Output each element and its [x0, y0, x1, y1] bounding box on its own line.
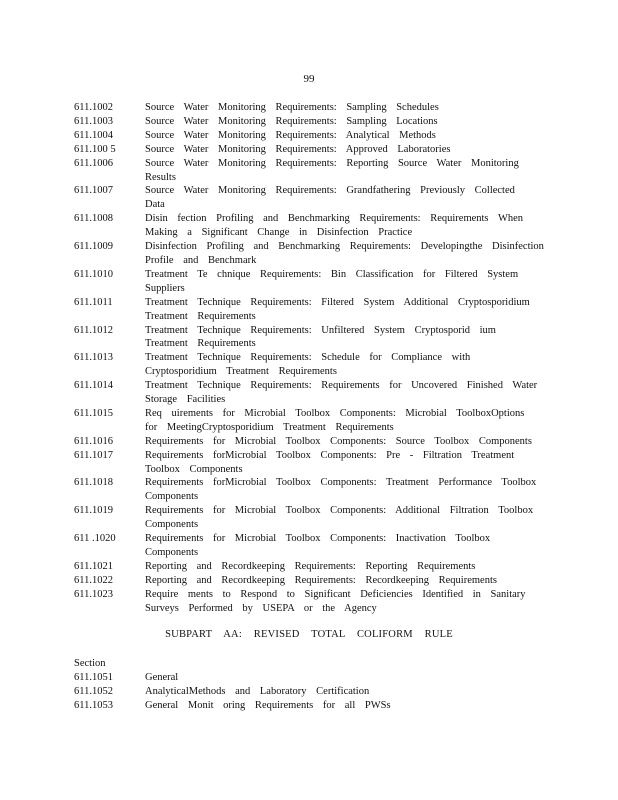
section-number: 611.1003: [74, 115, 113, 127]
section-number: 611.1014: [74, 380, 113, 392]
toc-entry: [74, 157, 544, 185]
section-label: Section: [74, 658, 106, 669]
section-title: Source Water Monitoring Requirements: Sampling Locations: [145, 115, 438, 127]
section-title: Disin fection Profiling and Benchmarking Requirements: Requirements When Making a Significant Change in Disinfection Practice: [145, 213, 524, 239]
section-title: Requirements forMicrobial Toolbox Components: Pre - Filtration Treatment Toolbox Components: [145, 449, 515, 475]
toc-entry: [74, 574, 544, 588]
section-title: Requirements for Microbial Toolbox Components: Additional Filtration Toolbox Components: [145, 505, 534, 531]
toc-entry: [74, 268, 544, 296]
toc-entry: [74, 115, 544, 129]
section-title: Treatment Technique Requirements: Schedule for Compliance with Cryptosporidium Treatment Requirements: [145, 352, 471, 378]
section-number: 611.1016: [74, 435, 113, 447]
section-number: 611.1004: [74, 129, 113, 141]
section-number: 611.1022: [74, 574, 113, 586]
page-number: 99: [303, 73, 315, 85]
section-number: 611.1011: [74, 296, 113, 308]
section-number: 611.1009: [74, 241, 113, 253]
toc-entry: [74, 184, 544, 212]
section-number: 611.1019: [74, 505, 113, 517]
toc-entry: [74, 240, 544, 268]
section-title: Treatment Technique Requirements: Requirements for Uncovered Finished Water Storage Facilities: [145, 380, 538, 406]
section-number: 611.1052: [74, 685, 113, 697]
section-title: Reporting and Recordkeeping Requirements: Recordkeeping Requirements: [145, 574, 497, 586]
toc-entry: [74, 212, 544, 240]
section-title: Reporting and Recordkeeping Requirements: Reporting Requirements: [145, 560, 476, 572]
section-title: General Monit oring Requirements for all PWSs: [145, 699, 391, 711]
toc-entry: [74, 351, 544, 379]
section-number: 611.1015: [74, 407, 113, 419]
toc-entry: [74, 101, 544, 115]
section-number: 611.1007: [74, 185, 113, 197]
section-title: Disinfection Profiling and Benchmarking Requirements: Developingthe Disinfection Profile and Benchmark: [145, 241, 544, 266]
toc-entry: [74, 699, 544, 713]
section-number: 611.1006: [74, 157, 113, 169]
toc-entry: [74, 407, 544, 435]
toc-entry: [74, 379, 544, 407]
toc-entry: [74, 671, 544, 685]
section-title: Source Water Monitoring Requirements: Reporting Source Water Monitoring Results: [145, 157, 519, 183]
section-number: 611.1010: [74, 268, 113, 280]
toc-entry: [74, 296, 544, 324]
section-number: 611.1008: [74, 213, 113, 225]
section-title: Requirements for Microbial Toolbox Components: Source Toolbox Components: [145, 435, 532, 447]
section-title: Require ments to Respond to Significant Deficiencies Identified in Sanitary Surveys Performed by USEPA or the Agency: [145, 588, 526, 614]
toc-entry: [74, 504, 544, 532]
toc-entry: [74, 143, 544, 157]
section-title: General: [145, 672, 179, 683]
section-number: 611.1051: [74, 672, 113, 683]
section-number: 611.1018: [74, 477, 113, 489]
section-title: Req uirements for Microbial Toolbox Components: Microbial ToolboxOptions for MeetingCryptosporidium Treatment Requirements: [145, 407, 525, 433]
section-title: Treatment Technique Requirements: Unfiltered System Cryptosporid ium Treatment Requirements: [145, 324, 496, 350]
section-number: 611.1013: [74, 352, 113, 364]
toc-entry: [74, 129, 544, 143]
subpart-heading: SUBPART AA: REVISED TOTAL COLIFORM RULE: [165, 629, 453, 640]
toc-entry: [74, 685, 544, 699]
section-title: Treatment Te chnique Requirements: Bin Classification for Filtered System Suppliers: [145, 268, 519, 294]
section-number: 611.1053: [74, 699, 113, 711]
toc-entry: [74, 476, 544, 504]
toc-entry: [74, 588, 544, 616]
section-title: Requirements for Microbial Toolbox Components: Inactivation Toolbox Components: [145, 533, 491, 558]
section-number: 611.1002: [74, 102, 113, 113]
section-title: Requirements forMicrobial Toolbox Components: Treatment Performance Toolbox Components: [145, 477, 537, 503]
section-title: AnalyticalMethods and Laboratory Certification: [145, 685, 370, 697]
toc-entry: [74, 449, 544, 477]
toc-entry: [74, 560, 544, 574]
table-of-contents: [74, 101, 544, 616]
section-number: 611.1021: [74, 560, 113, 572]
section-number: 611.1012: [74, 324, 113, 336]
section-title: Source Water Monitoring Requirements: Approved Laboratories: [145, 143, 451, 155]
section-title: Treatment Technique Requirements: Filtered System Additional Cryptosporidium Treatment Requirements: [145, 296, 530, 322]
section-title: Source Water Monitoring Requirements: Grandfathering Previously Collected Data: [145, 185, 515, 211]
table-of-contents-subpart-aa: [74, 671, 544, 713]
section-number: 611.1023: [74, 588, 113, 600]
section-title: Source Water Monitoring Requirements: Analytical Methods: [145, 129, 436, 141]
section-number: 611.100 5: [74, 143, 116, 155]
section-title: Source Water Monitoring Requirements: Sampling Schedules: [145, 102, 439, 113]
section-number: 611 .1020: [74, 533, 116, 545]
toc-entry: [74, 435, 544, 449]
toc-entry: [74, 324, 544, 352]
section-number: 611.1017: [74, 449, 113, 461]
toc-entry: [74, 532, 544, 560]
